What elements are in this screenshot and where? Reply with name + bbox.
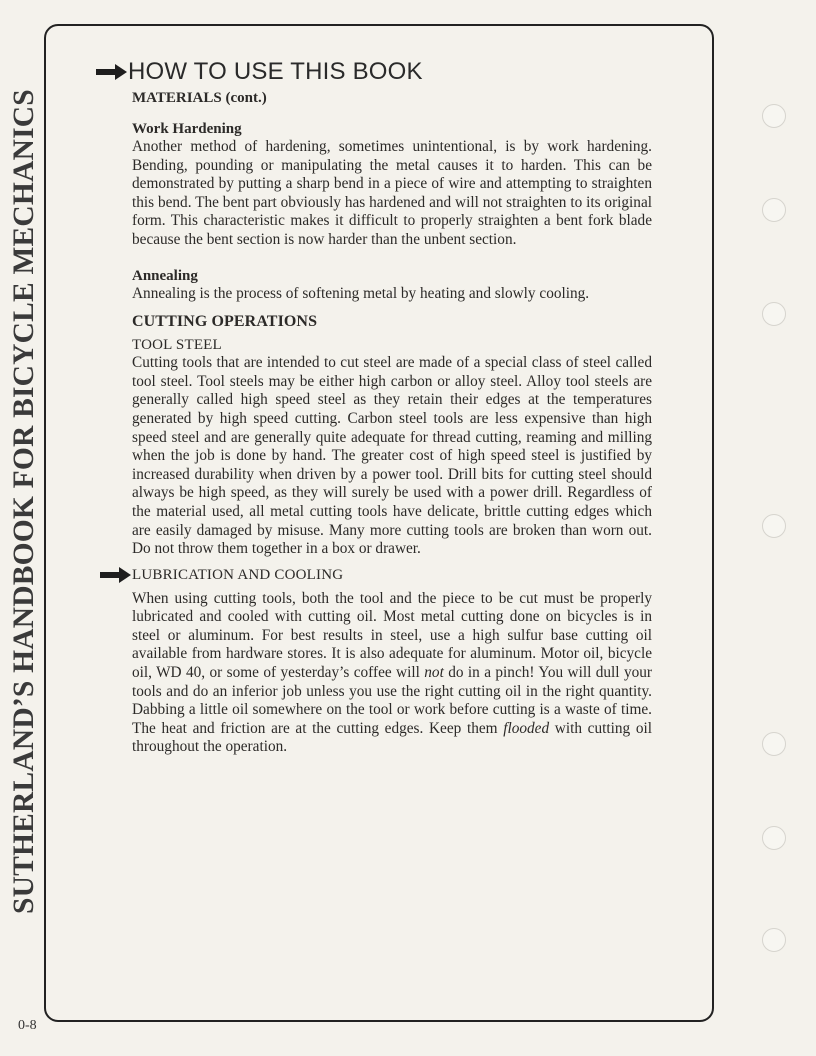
binder-hole <box>762 826 786 850</box>
annealing-text: Annealing is the process of softening metal by heating and slowly cooling. <box>132 284 590 302</box>
lubrication-text-part: do in a pinch! You will dull your tools and do an inferior job unless you use the right cutting oil in the right quantity. Dabbing a little oil somewhere on the tool or work before cutting is a waste of time. The heat and friction are at the cutting edges. Keep them <box>132 664 652 737</box>
tool-steel-text: Cutting tools that are intended to cut steel are made of a special class of steel called tool steel. Tool steels may be either high carbon or alloy steel. Alloy tool steels are generally called high speed steel as they retain their edges at the temperatures generated by high speed cutting. Carbon steel tools are less expensive than high speed steel and are generally quite adequate for thread cutting, reaming and milling when the job is done by hand. The greater cost of high speed steel is justified by increased durability when driven by a power tool. Drill bits for cutting steel should always be high speed, as they will surely be used with a power drill. Regardless of the material used, all metal cutting tools have delicate, brittle cutting edges which are easily damaged by misuse. Many more cutting tools are broken than worn out. Do not throw them together in a box or drawer. <box>132 354 652 558</box>
spine-title: SUTHERLAND’S HANDBOOK FOR BICYCLE MECHANICS <box>8 89 40 914</box>
binder-hole <box>762 514 786 538</box>
emphasis-flooded: flooded <box>503 719 550 737</box>
binder-hole <box>762 928 786 952</box>
page-number: 0-8 <box>18 1018 37 1033</box>
arrow-right-icon <box>98 567 132 583</box>
binder-hole <box>762 198 786 222</box>
main-content <box>128 58 652 757</box>
work-hardening-heading: Work Hardening <box>132 121 242 137</box>
cutting-operations-heading: CUTTING OPERATIONS <box>132 313 318 331</box>
lubrication-text-part: with cutting oil throughout the operation. <box>132 719 652 756</box>
binder-hole <box>762 732 786 756</box>
arrow-right-icon <box>94 64 128 80</box>
binder-hole <box>762 104 786 128</box>
lubrication-header <box>98 567 652 584</box>
lubrication-heading: LUBRICATION AND COOLING <box>132 566 344 583</box>
lubrication-text <box>132 590 652 757</box>
annealing-heading: Annealing <box>132 267 198 284</box>
tool-steel-heading: TOOL STEEL <box>132 337 222 354</box>
work-hardening-text: Another method of hardening, sometimes unintentional, is by work hardening. Bending, pounding or manipulating the metal causes it to harden. This can be demonstrated by putting a sharp bend in a piece of wire and attempting to straighten this bend. The bent part obviously has hardened and will not straighten to its original form. This characteristic makes it difficult to properly straighten a bent fork blade because the bent section is now harder than the unbent section. <box>132 138 652 248</box>
page-subtitle: MATERIALS (cont.) <box>132 90 267 106</box>
section-header <box>94 58 652 86</box>
binder-hole <box>762 302 786 326</box>
emphasis-not: not <box>424 664 444 682</box>
page-title: HOW TO USE THIS BOOK <box>128 58 423 85</box>
lubrication-text-part: When using cutting tools, both the tool and the piece to be cut must be properly lubricated and cooled with cutting oil. Most metal cutting done on bicycles is in steel or aluminum. For best results in steel, use a high sulfur base cutting oil available from hardware stores. It is also adequate for aluminum. Motor oil, bicycle oil, WD 40, or some of yesterday’s coffee will <box>132 589 652 682</box>
